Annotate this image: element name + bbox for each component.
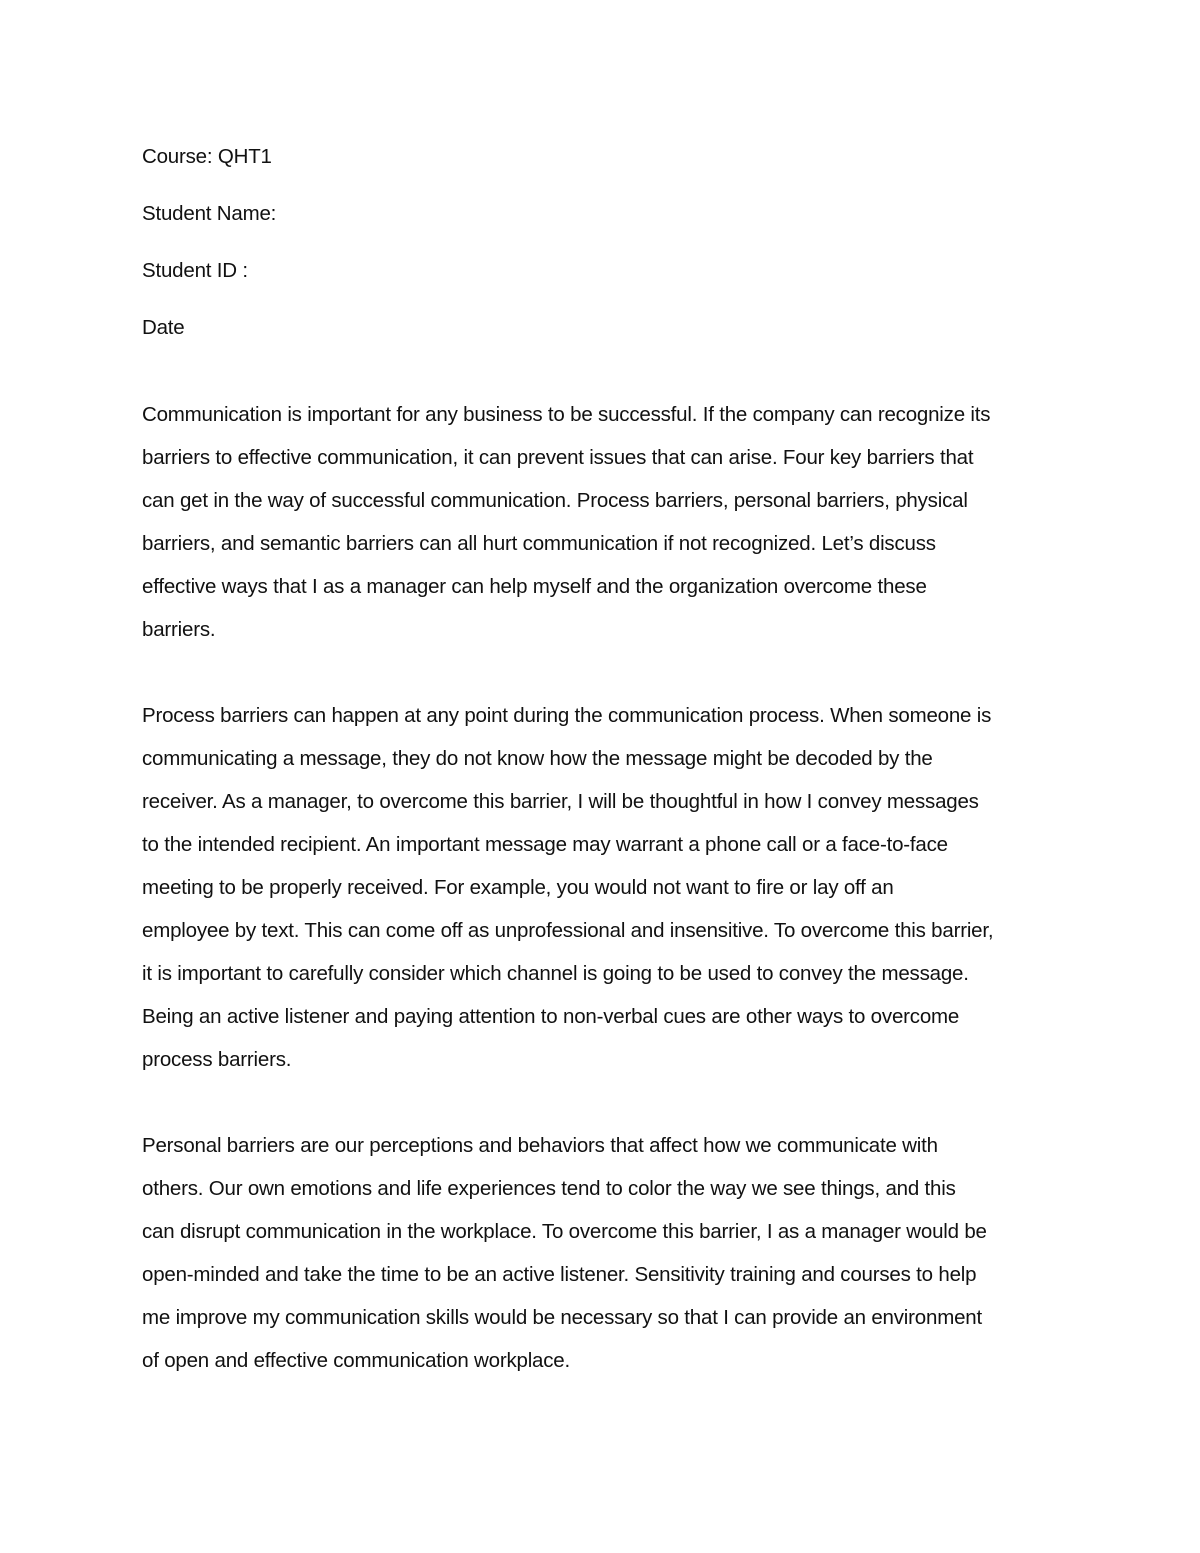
text-line: barriers to effective communication, it can prevent issues that can arise. Four key barriers that (142, 446, 974, 469)
date-line: Date (142, 316, 185, 339)
text-line: Being an active listener and paying attention to non-verbal cues are other ways to overcome (142, 1005, 960, 1028)
text-line: barriers. (142, 618, 216, 641)
student-id-line: Student ID : (142, 259, 248, 282)
text-line: Communication is important for any business to be successful. If the company can recognize its (142, 403, 991, 426)
student-name-line: Student Name: (142, 202, 277, 225)
text-line: others. Our own emotions and life experiences tend to color the way we see things, and this (142, 1177, 956, 1200)
paragraph-personal-barriers (142, 1124, 1057, 1382)
text-line: meeting to be properly received. For example, you would not want to fire or lay off an (142, 876, 894, 899)
text-line: Personal barriers are our perceptions and behaviors that affect how we communicate with (142, 1134, 938, 1157)
text-line: to the intended recipient. An important message may warrant a phone call or a face-to-face (142, 833, 948, 856)
text-line: receiver. As a manager, to overcome this barrier, I will be thoughtful in how I convey messages (142, 790, 979, 813)
text-line: can disrupt communication in the workplace. To overcome this barrier, I as a manager would be (142, 1220, 987, 1243)
text-line: can get in the way of successful communication. Process barriers, personal barriers, physical (142, 489, 968, 512)
course-line: Course: QHT1 (142, 145, 272, 168)
paragraph-intro (142, 393, 1057, 651)
document-body (142, 143, 1057, 1382)
text-line: me improve my communication skills would be necessary so that I can provide an environment (142, 1306, 982, 1329)
paragraph-process-barriers (142, 694, 1057, 1081)
text-line: open-minded and take the time to be an active listener. Sensitivity training and courses to help (142, 1263, 977, 1286)
text-line: barriers, and semantic barriers can all hurt communication if not recognized. Let’s discuss (142, 532, 936, 555)
text-line: employee by text. This can come off as unprofessional and insensitive. To overcome this barrier, (142, 919, 994, 942)
text-line: it is important to carefully consider which channel is going to be used to convey the message. (142, 962, 969, 985)
text-line: effective ways that I as a manager can help myself and the organization overcome these (142, 575, 927, 598)
text-line: of open and effective communication workplace. (142, 1349, 571, 1372)
text-line: communicating a message, they do not know how the message might be decoded by the (142, 747, 933, 770)
text-line: Process barriers can happen at any point during the communication process. When someone is (142, 704, 992, 727)
text-line: process barriers. (142, 1048, 292, 1071)
